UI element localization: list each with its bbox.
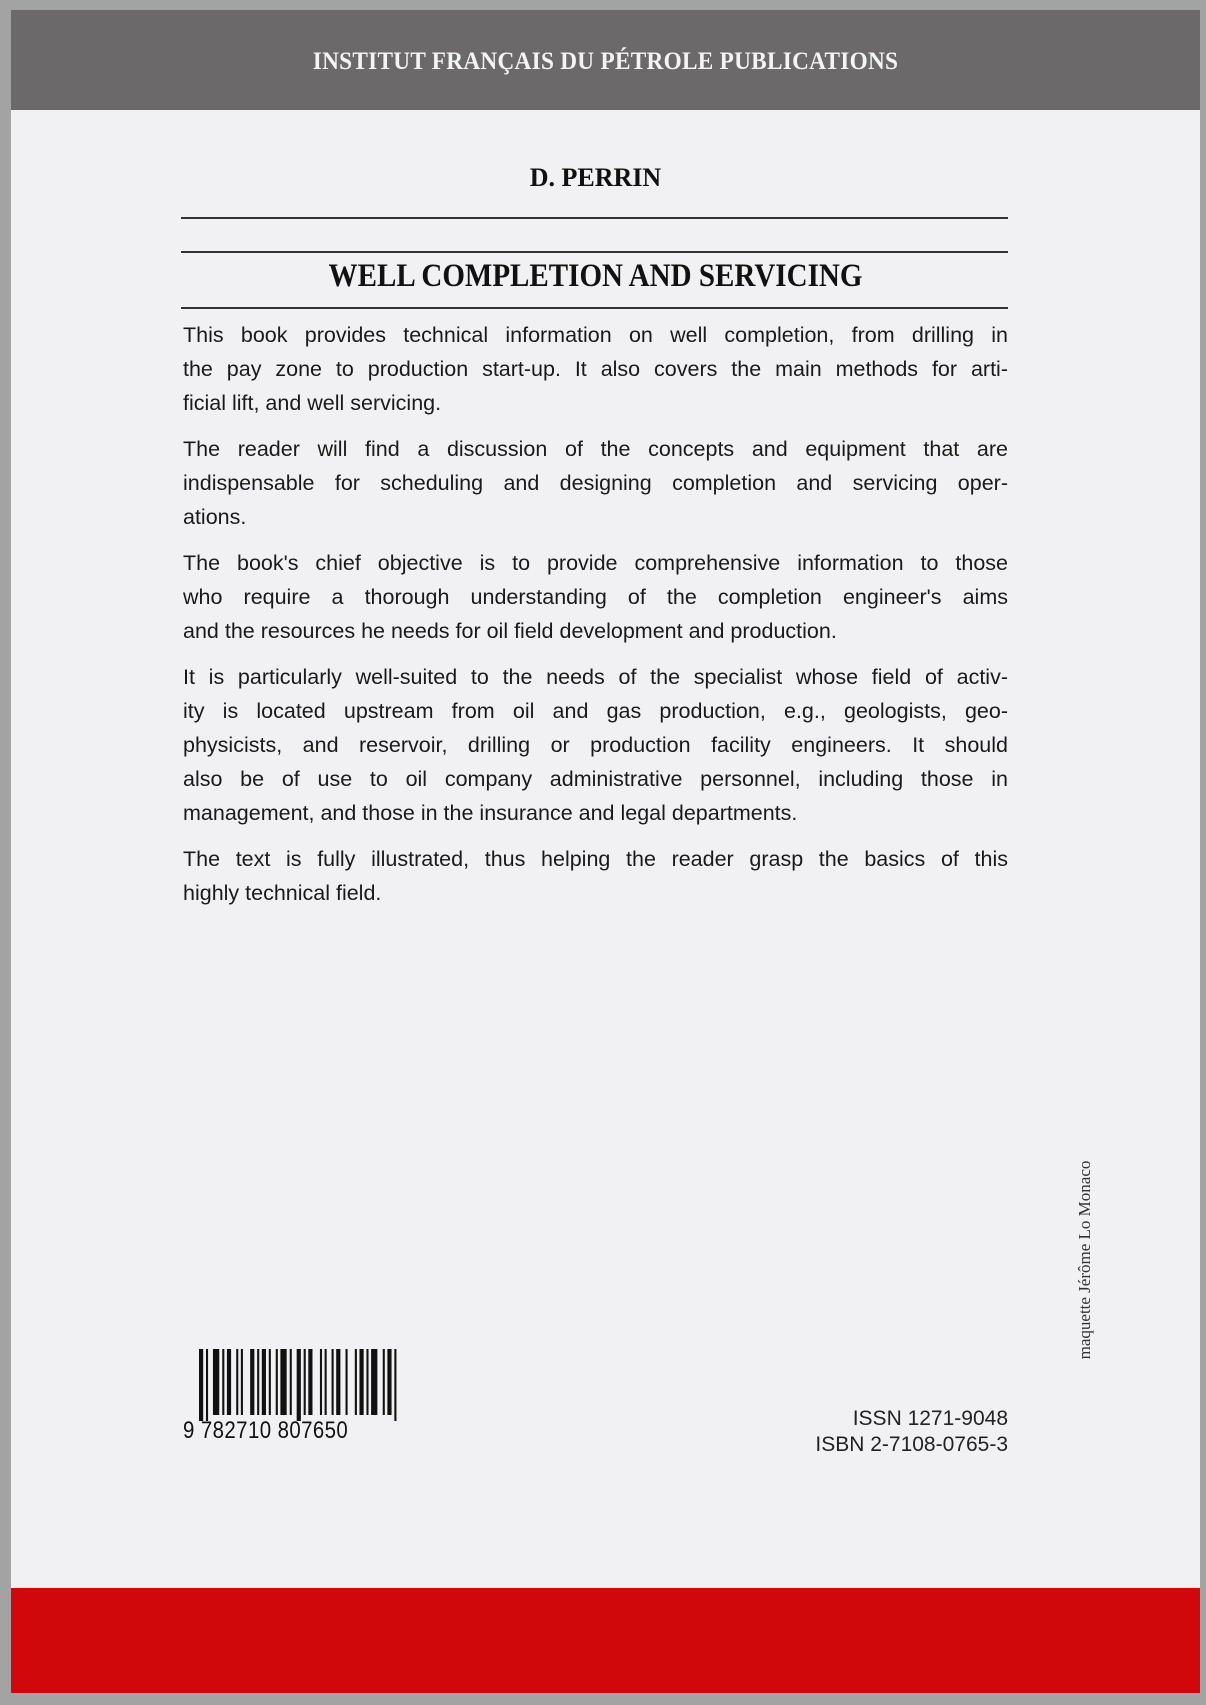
paragraph [183,318,1008,420]
barcode-bar [359,1349,363,1415]
barcode-bar [222,1349,224,1415]
identifiers [815,1406,1008,1458]
barcode-bar [394,1349,396,1421]
barcode-bar [297,1349,301,1421]
barcode-bar [336,1349,340,1415]
barcode-bar [308,1349,312,1415]
divider [181,251,1008,253]
author-name: D. PERRIN [529,163,662,192]
text-line: the pay zone to production start-up. It also covers the main methods for arti- [183,357,1008,381]
barcode-bar [241,1349,243,1415]
barcode-bar [257,1349,259,1415]
barcode-bar [199,1349,203,1421]
text-line: physicists, and reservoir, drilling or production facility engineers. It should [183,733,1008,757]
text-line: This book provides technical information on well completion, from drilling in [183,323,1008,347]
barcode-bar [262,1349,266,1415]
barcode-bar [206,1349,208,1421]
design-credit: maquette Jérôme Lo Monaco [1075,1160,1094,1360]
text-line: ficial lift, and well servicing. [183,391,442,415]
text-line: It is particularly well-suited to the needs of the specialist whose field of activ- [183,665,1008,689]
text-line: highly technical field. [183,881,382,905]
barcode-bar [366,1349,368,1415]
text-line: ity is located upstream from oil and gas production, e.g., geologists, geo- [183,699,1008,723]
barcode-bar [250,1349,254,1415]
barcode-number: 9 782710 807650 [183,1417,349,1444]
blurb [183,318,1008,922]
bottom-band [11,1588,1200,1693]
barcode-bar [383,1349,385,1415]
barcode-bar [346,1349,348,1415]
barcode-bar [355,1349,357,1415]
divider [181,307,1008,309]
barcode-bar [276,1349,278,1415]
paragraph [183,842,1008,910]
text-line: management, and those in the insurance and legal departments. [183,801,798,825]
barcode-bar [320,1349,322,1415]
barcode-bar [325,1349,327,1415]
issn: ISSN 1271-9048 [852,1407,1008,1430]
paragraph [183,546,1008,648]
barcode-bar [371,1349,377,1415]
barcode-bar [290,1349,292,1415]
text-line: The reader will find a discussion of the concepts and equipment that are [183,437,1008,461]
text-line: indispensable for scheduling and designing completion and servicing oper- [183,471,1008,495]
text-line: ations. [183,505,247,529]
barcode-bar [304,1349,306,1415]
barcode-bar [227,1349,231,1415]
barcode-bar [236,1349,238,1415]
text-line: The text is fully illustrated, thus helping the reader grasp the basics of this [183,847,1008,871]
text-line: and the resources he needs for oil field development and production. [183,619,837,643]
barcode-bar [332,1349,334,1415]
barcode-bar [269,1349,271,1415]
text-line: The book's chief objective is to provide comprehensive information to those [183,551,1008,575]
barcode-bar [213,1349,219,1415]
book-title: WELL COMPLETION AND SERVICING [328,258,863,294]
text-line: who require a thorough understanding of the completion engineer's aims [183,585,1008,609]
paragraph [183,432,1008,534]
text-line: also be of use to oil company administrative personnel, including those in [183,767,1008,791]
paragraph [183,660,1008,830]
barcode [199,1349,399,1421]
isbn: ISBN 2-7108-0765-3 [815,1433,1008,1456]
publisher-name: INSTITUT FRANÇAIS DU PÉTROLE PUBLICATIONS [312,48,899,75]
barcode-bar [387,1349,391,1415]
divider [181,217,1008,219]
barcode-bar [280,1349,286,1415]
